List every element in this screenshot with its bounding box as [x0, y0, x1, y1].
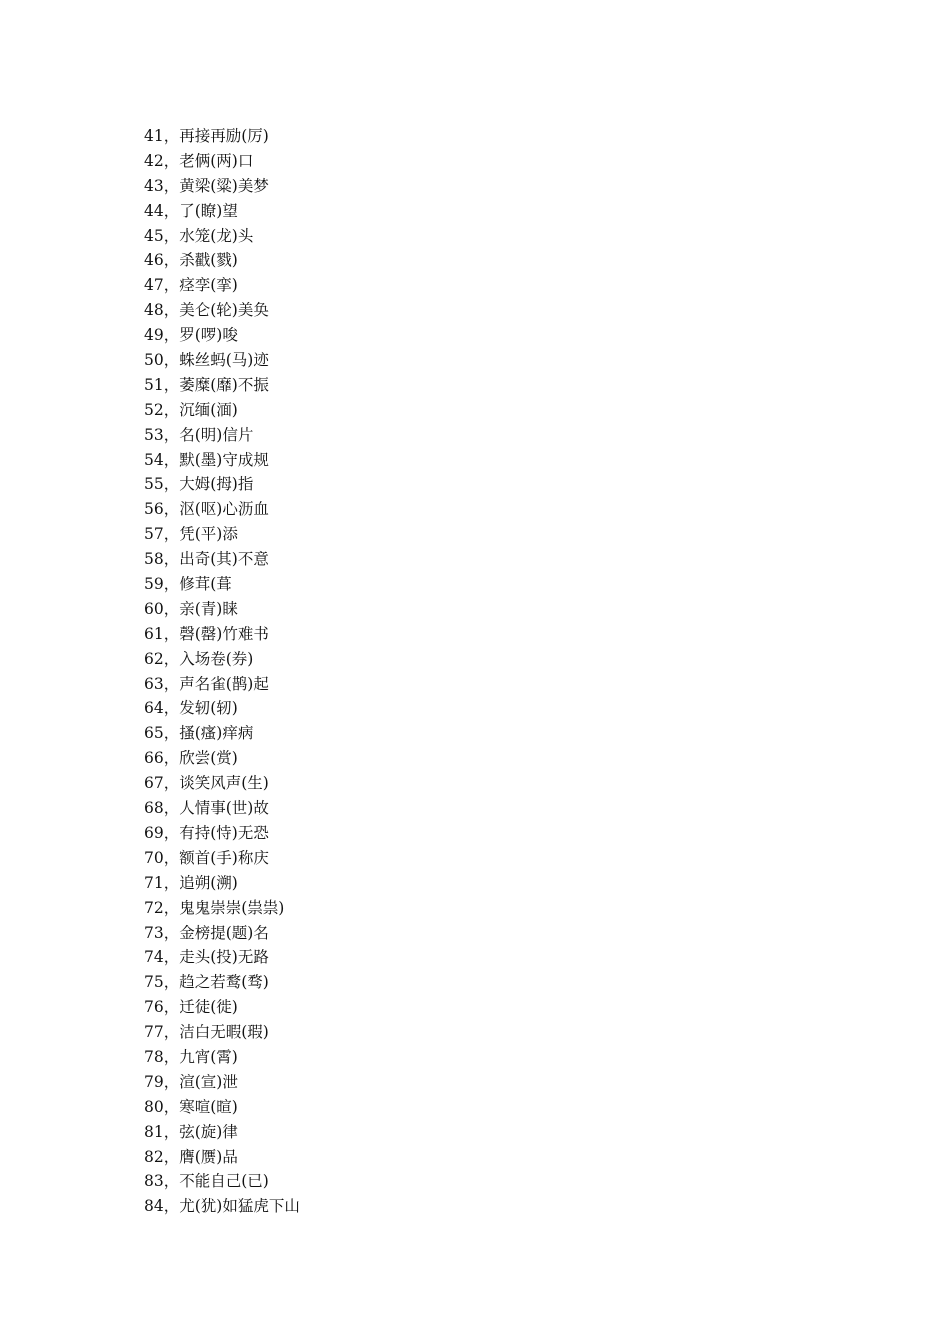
list-item: 65，搔(瘙)痒病	[144, 724, 254, 743]
list-item: 76，迁徒(徙)	[144, 998, 238, 1017]
list-item: 45，水笼(龙)头	[144, 226, 254, 245]
list-item: 47，痉孪(挛)	[144, 276, 238, 295]
list-item: 82，膺(赝)品	[144, 1147, 238, 1166]
list-item: 55，大姆(拇)指	[144, 475, 254, 494]
list-item: 68，人情事(世)故	[144, 799, 269, 818]
list-item: 67，谈笑风声(生)	[144, 774, 269, 793]
list-item: 80，寒喧(暄)	[144, 1097, 238, 1116]
list-item: 77，洁白无暇(瑕)	[144, 1023, 269, 1042]
list-item: 59，修茸(葺	[144, 575, 232, 594]
list-item: 64，发轫(轫)	[144, 699, 238, 718]
list-item: 50，蛛丝蚂(马)迹	[144, 351, 269, 370]
list-item: 81，弦(旋)律	[144, 1122, 238, 1141]
list-item: 78，九宵(霄)	[144, 1047, 238, 1066]
list-item: 57，凭(平)添	[144, 525, 238, 544]
list-item: 74，走头(投)无路	[144, 948, 269, 967]
list-item: 58，出奇(其)不意	[144, 550, 269, 569]
list-item: 49，罗(啰)唆	[144, 326, 238, 345]
list-item: 73，金榜提(题)名	[144, 923, 269, 942]
list-item: 79，渲(宣)泄	[144, 1072, 238, 1091]
list-item: 56，沤(呕)心沥血	[144, 500, 269, 519]
list-item: 71，追朔(溯)	[144, 873, 238, 892]
list-item: 63，声名雀(鹊)起	[144, 674, 269, 693]
list-item: 46，杀戳(戮)	[144, 251, 238, 270]
list-item: 69，有持(恃)无恐	[144, 823, 269, 842]
list-item: 84，尤(犹)如猛虎下山	[144, 1197, 300, 1216]
list-item: 43，黄梁(粱)美梦	[144, 176, 269, 195]
list-item: 41，再接再励(厉)	[144, 127, 269, 145]
list-item: 51，萎糜(靡)不振	[144, 375, 269, 394]
list-item: 66，欣尝(赏)	[144, 749, 238, 768]
list-item: 48，美仑(轮)美奂	[144, 301, 269, 320]
list-item: 72，鬼鬼崇崇(祟祟)	[144, 898, 285, 917]
list-item: 44，了(瞭)望	[144, 201, 238, 220]
list-item: 53，名(明)信片	[144, 425, 254, 444]
list-item: 62，入场卷(券)	[144, 649, 254, 668]
list-item: 42，老俩(两)口	[144, 151, 254, 170]
list-item: 54，默(墨)守成规	[144, 450, 269, 469]
list-item: 70，额首(手)称庆	[144, 848, 269, 867]
list-item: 60，亲(青)睐	[144, 599, 238, 618]
list-item: 52，沉缅(湎)	[144, 400, 238, 419]
word-list	[144, 124, 300, 1219]
list-item: 61，磬(罄)竹难书	[144, 624, 269, 643]
list-item: 75，趋之若鹜(骛)	[144, 973, 269, 992]
list-item: 83，不能自己(已)	[144, 1172, 269, 1191]
